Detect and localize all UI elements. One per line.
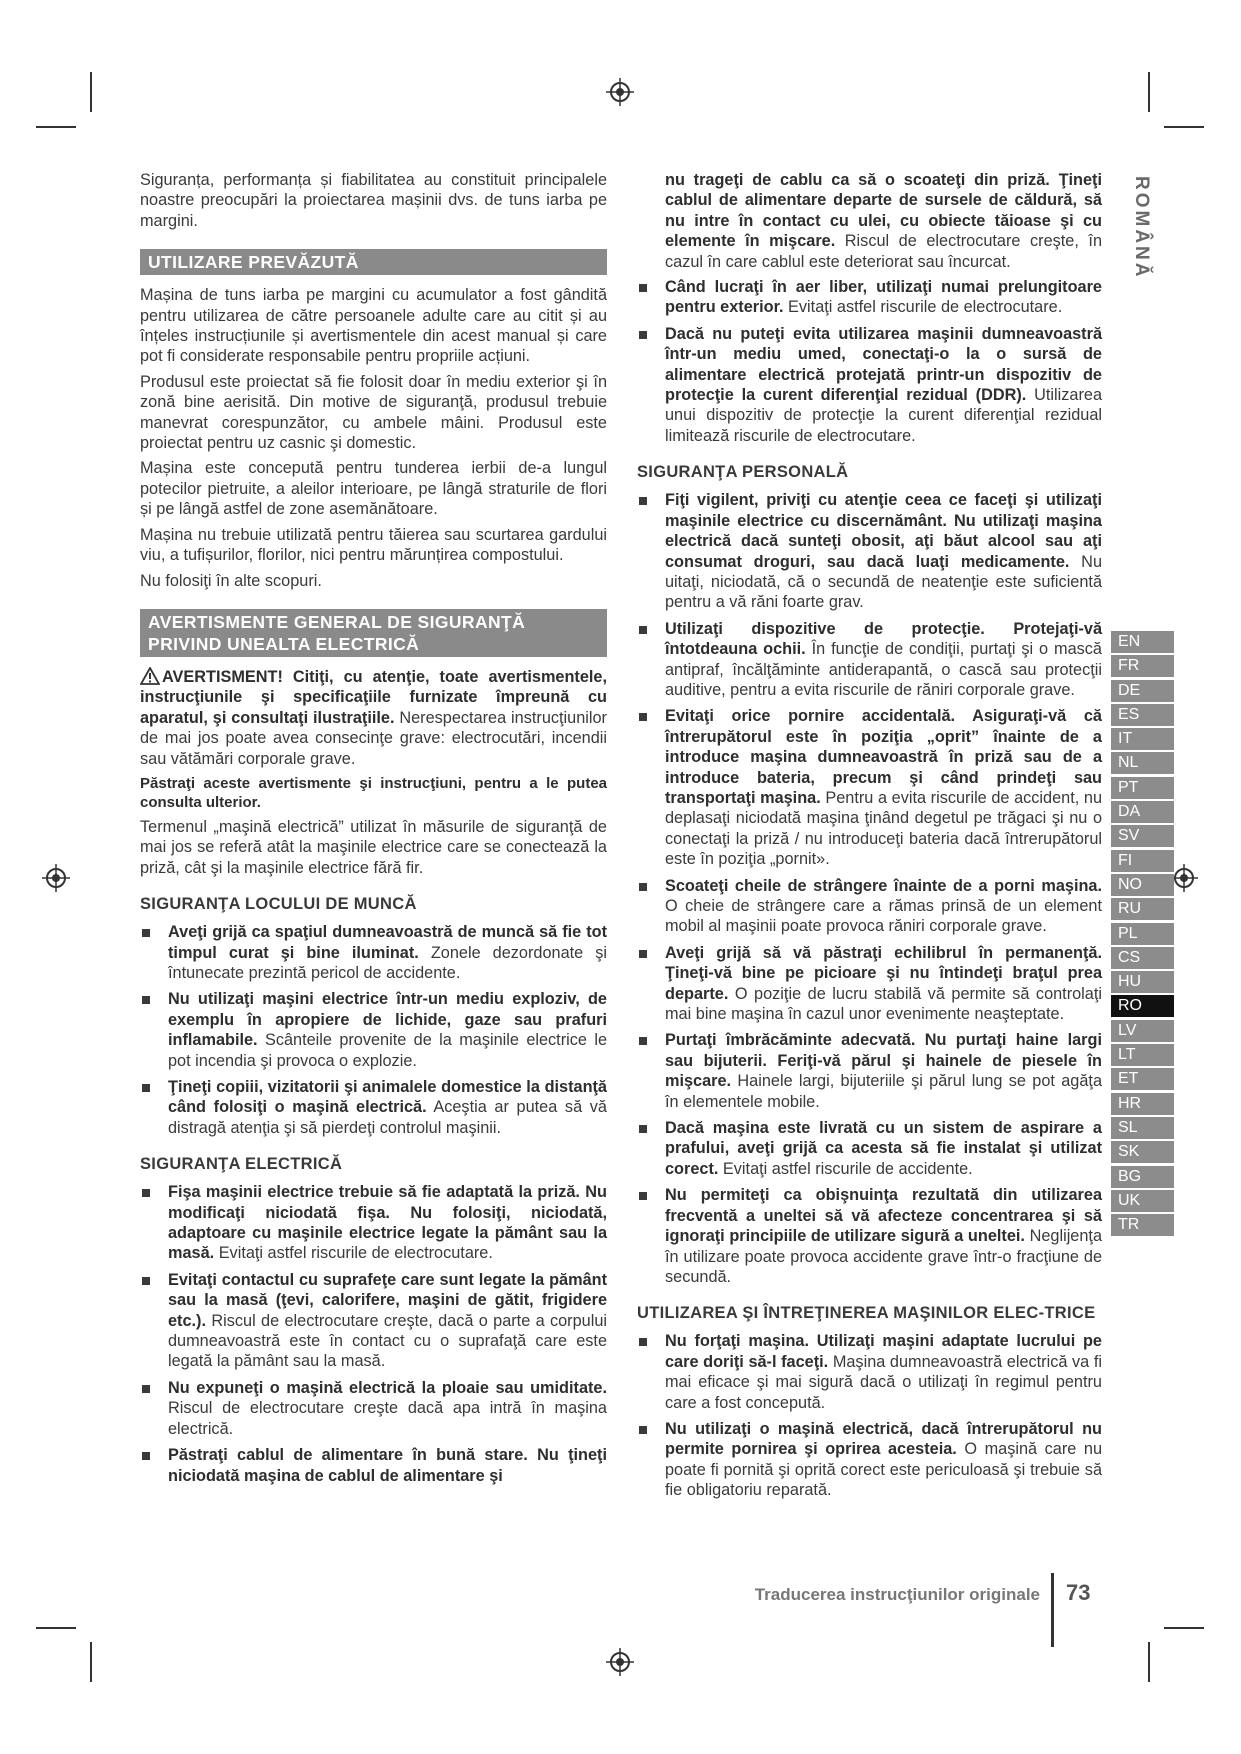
language-tab-sv[interactable]: SV bbox=[1111, 825, 1174, 847]
list-item-bold: Nu permiteţi ca obişnuinţa rezultată din utilizarea frecventă a uneltei să vă afecteze concentrarea şi să ignoraţi principiile de utilizare sigură a uneltei. bbox=[665, 1186, 1102, 1246]
list-item-text: Evitaţi astfel riscurile de electrocutare. bbox=[214, 1244, 493, 1263]
language-tab-de[interactable]: DE bbox=[1111, 680, 1174, 702]
intro-paragraph: Siguranța, performanța și fiabilitatea au constituit principalele noastre preocupări la proiectarea mașinii dvs. de tuns iarba pe margini. bbox=[140, 171, 607, 230]
language-tab-hr[interactable]: HR bbox=[1111, 1093, 1174, 1115]
list-item-text: Utilizarea unui dispozitiv de protecţie la curent diferenţial rezidual limitează riscurile de electrocutare. bbox=[665, 386, 1103, 445]
language-tab-lv[interactable]: LV bbox=[1111, 1020, 1174, 1042]
language-tabs bbox=[1111, 631, 1174, 1238]
list-item-bold: Nu forţaţi maşina. Utilizaţi maşini adaptate lucrului pe care doriţi să-l faceţi. bbox=[665, 1332, 1102, 1371]
list-item bbox=[637, 619, 1102, 701]
side-language-label: ROMÂNĂ bbox=[1131, 176, 1152, 280]
list-item-bold: Dacă nu puteţi evita utilizarea maşinii dumneavoastră într-un mediu umed, conectaţi-o la o sursă de alimentare electrică protejată printr-un dispozitiv de protecţie la curent diferenţial rezidual (DDR). bbox=[665, 324, 1102, 405]
work-area-list bbox=[140, 922, 607, 1138]
list-item-text: Nu uitaţi, niciodată, că o secundă de neatenţie este suficientă pentru a vă răni foarte grav. bbox=[665, 552, 1102, 612]
list-item-bold: Aveţi grijă să vă păstraţi echilibrul în permanenţă. Ţineţi-vă bine pe picioare şi nu întindeţi braţul prea departe. bbox=[665, 943, 1102, 1003]
language-tab-sk[interactable]: SK bbox=[1111, 1141, 1174, 1163]
language-tab-da[interactable]: DA bbox=[1111, 801, 1174, 823]
list-item-text: O cheie de strângere care a rămas prinsă de un element mobil al maşinii poate provoca răniri corporale grave. bbox=[665, 897, 1102, 936]
crop-mark bbox=[1148, 1642, 1150, 1682]
language-tab-fi[interactable]: FI bbox=[1111, 850, 1174, 872]
tool-use-list bbox=[637, 1331, 1102, 1500]
section-title-general-safety bbox=[140, 609, 607, 657]
paragraph: Nu folosiţi în alte scopuri. bbox=[140, 571, 322, 590]
list-item-bold: Evitaţi orice pornire accidentală. Asiguraţi-vă că întrerupătorul este în poziţia „oprit” înainte de a introduce maşina dumneavoastră în priză sau de a introduce bateria, precum şi când prindeţi sau transportaţi maşina. bbox=[665, 707, 1102, 807]
list-item-bold: nu trageţi de cablu ca să o scoateţi din priză. Ţineţi cablul de alimentare departe de sursele de căldură, să nu intre în contact cu ulei, cu obiecte tăioase şi cu elemente în mişcare. bbox=[665, 171, 1102, 251]
language-tab-ru[interactable]: RU bbox=[1111, 898, 1174, 920]
list-item-text: În funcţie de condiţii, purtaţi şi o mască antipraf, încălţăminte antiderapantă, o cască sau protecţii auditive, pentru a evita riscurile de răniri corporale grave. bbox=[665, 640, 1102, 699]
list-item-bold: Când lucraţi în aer liber, utilizaţi numai prelungitoare pentru exterior. bbox=[665, 278, 1102, 317]
list-item-bold: Păstraţi cablul de alimentare în bună stare. Nu ţineţi niciodată maşina de cablul de alimentare şi bbox=[168, 1446, 607, 1485]
subheading-personal-safety: SIGURANŢA PERSONALĂ bbox=[637, 463, 849, 482]
subheading-electrical-safety: SIGURANŢA ELECTRICĂ bbox=[140, 1155, 343, 1174]
list-item-bold: Nu utilizaţi maşini electrice într-un mediu exploziv, de exemplu în apropiere de lichide, gaze sau prafuri inflamabile. bbox=[168, 990, 607, 1050]
left-column bbox=[140, 170, 607, 1492]
list-item-text: Pentru a evita riscurile de accident, nu deplasaţi niciodată maşina ţinând degetul pe trăgaci şi nu o conectaţi la priză / nu introduceţi bateria dacă întrerupătorul este în poziţia „pornit». bbox=[665, 788, 1102, 869]
language-tab-bg[interactable]: BG bbox=[1111, 1166, 1174, 1188]
language-tab-ro[interactable]: RO bbox=[1111, 995, 1174, 1017]
list-item-text: Riscul de electrocutare creşte dacă apa intră în maşina electrică. bbox=[168, 1399, 607, 1438]
crop-mark bbox=[36, 126, 76, 128]
list-item bbox=[140, 989, 607, 1071]
list-item-bold: Nu utilizaţi o maşină electrică, dacă întrerupătorul nu permite pornirea şi oprirea acesteia. bbox=[665, 1419, 1102, 1459]
list-item-text: Riscul de electrocutare creşte, în cazul în care cablul este deteriorat sau încurcat. bbox=[665, 232, 1102, 271]
list-item bbox=[140, 1445, 607, 1486]
list-item-bold: Fiţi vigilent, priviţi cu atenţie ceea ce faceţi şi utilizaţi maşinile electrice cu discernământ. Nu utilizaţi maşina electrică dacă sunteţi obosit, aţi băut alcool sau aţi consumat droguri, sau dacă luaţi medicamente. bbox=[665, 491, 1102, 571]
language-tab-es[interactable]: ES bbox=[1111, 704, 1174, 726]
list-item-bold: Purtaţi îmbrăcăminte adecvată. Nu purtaţi haine largi sau bijuterii. Feriţi-vă părul şi hainele de piesele în mişcare. bbox=[665, 1031, 1102, 1091]
crop-mark bbox=[36, 1627, 76, 1629]
list-item bbox=[637, 943, 1102, 1025]
list-item bbox=[637, 1030, 1102, 1112]
list-item-text: Evitaţi astfel riscurile de electrocutare. bbox=[783, 298, 1063, 317]
registration-mark-icon bbox=[42, 864, 70, 892]
registration-mark-icon bbox=[1170, 864, 1198, 892]
list-item-text: O poziţie de lucru stabilă vă permite să controlaţi mai bine maşina în cazul unor evenimente neaşteptate. bbox=[665, 984, 1102, 1024]
list-item-text: Aceştia ar putea să vă distragă atenţia şi să pierdeţi controlul maşinii. bbox=[168, 1098, 607, 1137]
language-tab-fr[interactable]: FR bbox=[1111, 655, 1174, 677]
keep-instructions bbox=[140, 774, 607, 812]
list-item bbox=[637, 876, 1102, 937]
list-item-bold: Nu expuneţi o maşină electrică la ploaie sau umiditate. bbox=[168, 1378, 607, 1397]
list-item-text: Riscul de electrocutare creşte, dacă o parte a corpului dumneavoastră este în contact cu o suprafaţă care este legată la pământ sau la masă. bbox=[168, 1311, 607, 1371]
language-tab-uk[interactable]: UK bbox=[1111, 1190, 1174, 1212]
language-tab-pt[interactable]: PT bbox=[1111, 777, 1174, 799]
list-item-bold: Dacă maşina este livrată cu un sistem de aspirare a prafului, aveţi grijă ca acesta să fie instalat şi utilizat corect. bbox=[665, 1119, 1102, 1178]
language-tab-pl[interactable]: PL bbox=[1111, 923, 1174, 945]
footer-text: Traducerea instrucţiunilor originale bbox=[754, 1585, 1040, 1604]
crop-mark bbox=[90, 72, 92, 112]
list-item-text: Scânteile provenite de la maşinile electrice le pot incendia şi provoca o explozie. bbox=[168, 1031, 607, 1070]
list-item-bold: Ţineţi copiii, vizitatorii şi animalele domestice la distanţă când folosiţi o maşină electrică. bbox=[168, 1078, 607, 1117]
language-tab-nl[interactable]: NL bbox=[1111, 752, 1174, 774]
warning-paragraph bbox=[140, 667, 607, 769]
language-tab-it[interactable]: IT bbox=[1111, 728, 1174, 750]
list-item bbox=[637, 324, 1102, 446]
crop-mark bbox=[1148, 72, 1150, 112]
list-item bbox=[140, 1378, 607, 1439]
right-column bbox=[637, 170, 1102, 1507]
term-paragraph: Termenul „maşină electrică” utilizat în măsurile de siguranţă de mai jos se referă atât la maşinile electrice care se conectează la priză, cât şi la maşinile electrice fără fir. bbox=[140, 817, 607, 877]
crop-mark bbox=[1164, 1627, 1204, 1629]
subheading-work-area: SIGURANŢA LOCULUI DE MUNCĂ bbox=[140, 895, 417, 914]
keep-instructions-text: Păstraţi aceste avertismente şi instrucţiuni, pentru a le putea consulta ulterior. bbox=[140, 774, 607, 811]
list-item bbox=[140, 1270, 607, 1372]
language-tab-sl[interactable]: SL bbox=[1111, 1117, 1174, 1139]
electrical-safety-list-cont bbox=[637, 277, 1102, 446]
list-item bbox=[140, 1182, 607, 1264]
paragraph: Mașina nu trebuie utilizată pentru tăierea sau scurtarea gardului viu, a tufișurilor, florilor, nici pentru mărunțirea compostului. bbox=[140, 525, 607, 565]
paragraph: Produsul este proiectat să fie folosit doar în mediu exterior şi în zonă bine aerisită. Din motive de siguranţă, produsul trebuie manevrat corespunzător, cu ambele mâini. Produsul este proiectat pentru uz casnic şi domestic. bbox=[140, 372, 607, 453]
list-item bbox=[637, 277, 1102, 318]
registration-mark-icon bbox=[606, 78, 634, 106]
electrical-safety-list bbox=[140, 1182, 607, 1486]
language-tab-en[interactable]: EN bbox=[1111, 631, 1174, 653]
language-tab-lt[interactable]: LT bbox=[1111, 1044, 1174, 1066]
section-title-intended-use: UTILIZARE PREVĂZUTĂ bbox=[140, 249, 607, 275]
list-item-bold: Fişa maşinii electrice trebuie să fie adaptată la priză. Nu modificaţi niciodată fişa. Nu folosiţi, niciodată, adaptoare cu maşinile electrice legate la pământ sau la masă. bbox=[168, 1183, 607, 1263]
list-item-text: Neglijenţa în utilizare poate provoca accidente grave într-o fracţiune de secundă. bbox=[665, 1227, 1102, 1286]
language-tab-hu[interactable]: HU bbox=[1111, 971, 1174, 993]
paragraph: Mașina de tuns iarba pe margini cu acumulator a fost gândită pentru utilizarea de către persoanele adulte care au citit și au înțeles instrucțiunile și avertismentele din acest manual și care pot fi considerate responsabile pentru propriile acțiuni. bbox=[140, 286, 607, 366]
section-title-line: PRIVIND UNEALTA ELECTRICĂ bbox=[148, 633, 420, 654]
list-item-bold: Utilizaţi dispozitive de protecţie. Protejaţi-vă întotdeauna ochii. bbox=[665, 619, 1102, 659]
list-item bbox=[140, 1077, 607, 1138]
list-item bbox=[140, 922, 607, 983]
list-item bbox=[637, 490, 1102, 612]
warning-triangle-icon bbox=[140, 667, 160, 685]
list-item-text: Maşina dumneavoastră electrică va fi mai eficace şi mai sigură dacă o utilizaţi în regimul pentru care a fost concepută. bbox=[665, 1352, 1102, 1412]
registration-mark-icon bbox=[606, 1648, 634, 1676]
page-number: 73 bbox=[1066, 1580, 1091, 1605]
list-item bbox=[637, 1185, 1102, 1287]
list-item bbox=[637, 1118, 1102, 1179]
language-tab-et[interactable]: ET bbox=[1111, 1068, 1174, 1090]
list-item-text: O maşină care nu poate fi pornită şi oprită corect este periculoasă şi trebuie să fie obligatoriu reparată. bbox=[665, 1440, 1102, 1500]
language-tab-no[interactable]: NO bbox=[1111, 874, 1174, 896]
footer-divider bbox=[1051, 1573, 1054, 1647]
continued-item bbox=[637, 170, 1102, 272]
section-title-line: AVERTISMENTE GENERAL DE SIGURANŢĂ bbox=[148, 611, 526, 632]
list-item bbox=[637, 706, 1102, 869]
subheading-tool-use: UTILIZAREA ŞI ÎNTREŢINEREA MAŞINILOR ELEC-TRICE bbox=[637, 1304, 1096, 1323]
list-item-text: Zonele dezordonate şi întunecate prezintă pericol de accidente. bbox=[168, 943, 608, 982]
list-item bbox=[637, 1419, 1102, 1501]
personal-safety-list bbox=[637, 490, 1102, 1287]
list-item-text: Hainele largi, bijuteriile şi părul lung se pot agăţa în elementele mobile. bbox=[665, 1072, 1102, 1111]
list-item-bold: Aveţi grijă ca spaţiul dumneavoastră de muncă să fie tot timpul curat şi bine iluminat. bbox=[168, 923, 607, 962]
list-item-bold: Evitaţi contactul cu suprafeţe care sunt legate la pământ sau la masă (ţevi, calorifere, maşini de gătit, frigidere etc.). bbox=[168, 1270, 607, 1330]
warning-bold: AVERTISMENT! Citiţi, cu atenţie, toate avertismentele, instrucţiunile şi specificaţiile furnizate împreună cu aparatul, şi consultaţi ilustraţiile. bbox=[140, 667, 607, 727]
list-item bbox=[637, 1331, 1102, 1413]
crop-mark bbox=[1164, 126, 1204, 128]
language-tab-cs[interactable]: CS bbox=[1111, 947, 1174, 969]
list-item-text: Evitaţi astfel riscurile de accidente. bbox=[718, 1159, 973, 1178]
paragraph: Mașina este concepută pentru tunderea ierbii de-a lungul potecilor pietruite, a aleilor interioare, pe lângă straturile de flori și pe lângă astfel de zone asemănătoare. bbox=[140, 459, 607, 519]
crop-mark bbox=[90, 1642, 92, 1682]
language-tab-tr[interactable]: TR bbox=[1111, 1214, 1174, 1236]
list-item-bold: Scoateţi cheile de strângere înainte de a porni maşina. bbox=[665, 876, 1102, 895]
warning-text: Nerespectarea instrucţiunilor de mai jos poate avea consecinţe grave: electrocutări, incendii sau vătămări corporale grave. bbox=[140, 708, 607, 768]
